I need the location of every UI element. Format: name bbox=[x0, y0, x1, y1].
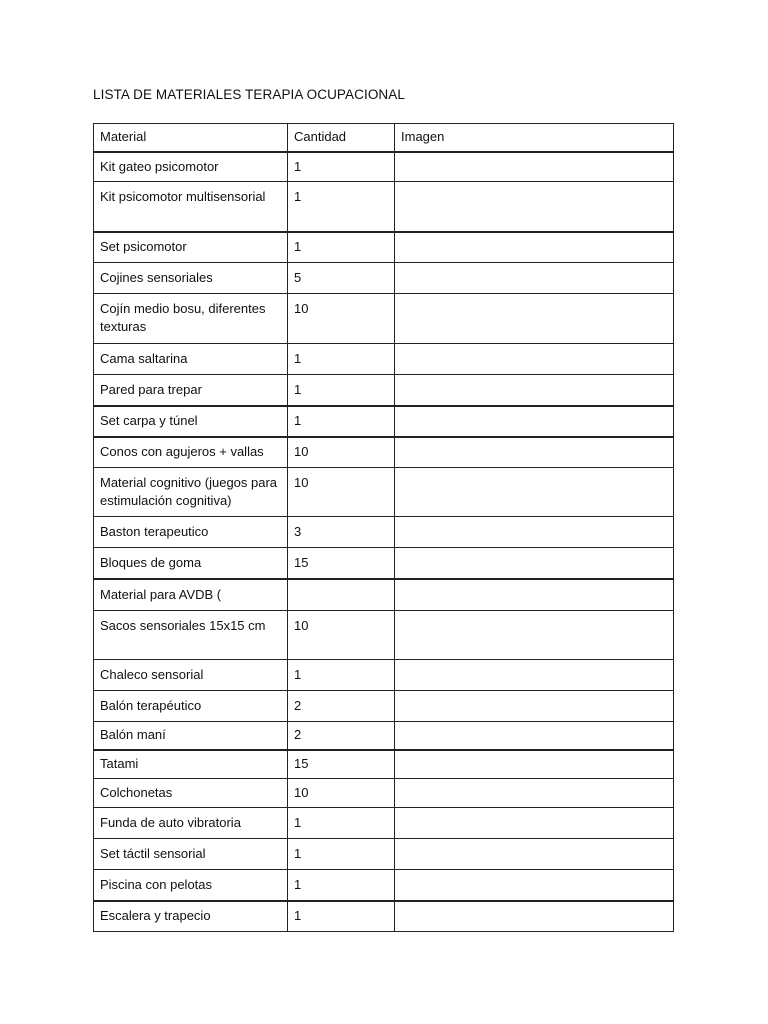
cantidad-cell: 1 bbox=[288, 375, 395, 406]
material-cell: Balón terapéutico bbox=[94, 691, 288, 722]
material-cell: Balón maní bbox=[94, 722, 288, 750]
material-cell: Cojín medio bosu, diferentes texturas bbox=[94, 294, 288, 344]
table-row bbox=[94, 182, 674, 232]
material-cell: Kit gateo psicomotor bbox=[94, 152, 288, 182]
cantidad-cell: 1 bbox=[288, 870, 395, 901]
cantidad-cell: 1 bbox=[288, 232, 395, 263]
cantidad-cell: 2 bbox=[288, 691, 395, 722]
material-cell: Piscina con pelotas bbox=[94, 870, 288, 901]
material-cell: Cama saltarina bbox=[94, 344, 288, 375]
imagen-cell bbox=[395, 232, 674, 263]
material-cell: Baston terapeutico bbox=[94, 517, 288, 548]
table-row bbox=[94, 691, 674, 722]
imagen-cell bbox=[395, 691, 674, 722]
table-row bbox=[94, 660, 674, 691]
material-cell: Kit psicomotor multisensorial bbox=[94, 182, 288, 232]
imagen-cell bbox=[395, 468, 674, 517]
imagen-cell bbox=[395, 375, 674, 406]
material-cell: Funda de auto vibratoria bbox=[94, 808, 288, 839]
cantidad-cell: 10 bbox=[288, 611, 395, 660]
table-row bbox=[94, 579, 674, 611]
cantidad-cell: 10 bbox=[288, 468, 395, 517]
table-row bbox=[94, 750, 674, 779]
cantidad-cell: 1 bbox=[288, 839, 395, 870]
table-row bbox=[94, 294, 674, 344]
imagen-cell bbox=[395, 870, 674, 901]
table-row bbox=[94, 232, 674, 263]
material-cell: Colchonetas bbox=[94, 779, 288, 808]
material-cell: Set psicomotor bbox=[94, 232, 288, 263]
imagen-cell bbox=[395, 579, 674, 611]
table-row bbox=[94, 901, 674, 932]
cantidad-cell: 1 bbox=[288, 808, 395, 839]
table-row bbox=[94, 344, 674, 375]
cantidad-cell bbox=[288, 579, 395, 611]
material-cell: Tatami bbox=[94, 750, 288, 779]
table-row bbox=[94, 808, 674, 839]
table-row bbox=[94, 779, 674, 808]
imagen-cell bbox=[395, 722, 674, 750]
imagen-cell bbox=[395, 901, 674, 932]
imagen-cell bbox=[395, 517, 674, 548]
imagen-cell bbox=[395, 406, 674, 437]
material-cell: Set carpa y túnel bbox=[94, 406, 288, 437]
table-row bbox=[94, 611, 674, 660]
imagen-cell bbox=[395, 808, 674, 839]
imagen-cell bbox=[395, 182, 674, 232]
cantidad-cell: 1 bbox=[288, 344, 395, 375]
cantidad-cell: 10 bbox=[288, 437, 395, 468]
table-row bbox=[94, 263, 674, 294]
table-row bbox=[94, 722, 674, 750]
imagen-cell bbox=[395, 750, 674, 779]
cantidad-cell: 10 bbox=[288, 779, 395, 808]
table-row bbox=[94, 517, 674, 548]
imagen-cell bbox=[395, 437, 674, 468]
imagen-cell bbox=[395, 779, 674, 808]
imagen-cell bbox=[395, 152, 674, 182]
cantidad-cell: 1 bbox=[288, 406, 395, 437]
imagen-cell bbox=[395, 548, 674, 579]
material-cell: Material cognitivo (juegos para estimulación cognitiva) bbox=[94, 468, 288, 517]
materials-table-body bbox=[94, 124, 674, 932]
cantidad-cell: 10 bbox=[288, 294, 395, 344]
table-header-row bbox=[94, 124, 674, 152]
imagen-cell bbox=[395, 294, 674, 344]
material-cell: Chaleco sensorial bbox=[94, 660, 288, 691]
table-row bbox=[94, 839, 674, 870]
material-cell: Pared para trepar bbox=[94, 375, 288, 406]
cantidad-cell: 15 bbox=[288, 548, 395, 579]
cantidad-cell: 1 bbox=[288, 901, 395, 932]
document-title: LISTA DE MATERIALES TERAPIA OCUPACIONAL bbox=[93, 87, 405, 102]
imagen-cell bbox=[395, 611, 674, 660]
imagen-cell bbox=[395, 344, 674, 375]
cantidad-cell: 1 bbox=[288, 182, 395, 232]
cantidad-cell: 15 bbox=[288, 750, 395, 779]
cantidad-cell: 2 bbox=[288, 722, 395, 750]
imagen-cell bbox=[395, 263, 674, 294]
header-imagen: Imagen bbox=[395, 124, 674, 152]
material-cell: Cojines sensoriales bbox=[94, 263, 288, 294]
header-material: Material bbox=[94, 124, 288, 152]
cantidad-cell: 1 bbox=[288, 152, 395, 182]
materials-table bbox=[93, 123, 674, 932]
table-row bbox=[94, 548, 674, 579]
imagen-cell bbox=[395, 660, 674, 691]
material-cell: Escalera y trapecio bbox=[94, 901, 288, 932]
material-cell: Conos con agujeros + vallas bbox=[94, 437, 288, 468]
table-row bbox=[94, 468, 674, 517]
table-row bbox=[94, 375, 674, 406]
header-cantidad: Cantidad bbox=[288, 124, 395, 152]
cantidad-cell: 1 bbox=[288, 660, 395, 691]
material-cell: Sacos sensoriales 15x15 cm bbox=[94, 611, 288, 660]
material-cell: Material para AVDB ( bbox=[94, 579, 288, 611]
material-cell: Set táctil sensorial bbox=[94, 839, 288, 870]
cantidad-cell: 5 bbox=[288, 263, 395, 294]
cantidad-cell: 3 bbox=[288, 517, 395, 548]
table-row bbox=[94, 152, 674, 182]
table-row bbox=[94, 870, 674, 901]
material-cell: Bloques de goma bbox=[94, 548, 288, 579]
imagen-cell bbox=[395, 839, 674, 870]
table-row bbox=[94, 406, 674, 437]
table-row bbox=[94, 437, 674, 468]
